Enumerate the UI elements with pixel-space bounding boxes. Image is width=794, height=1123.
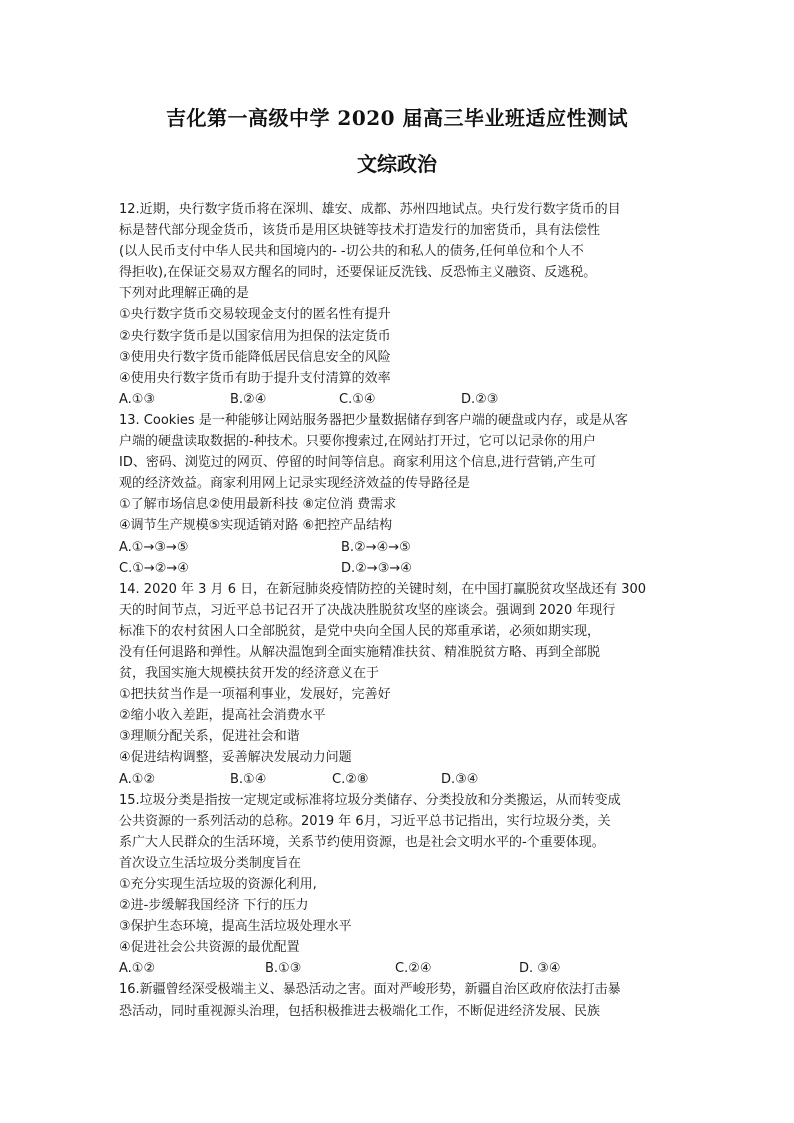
- statement-item: ①央行数字货币交易较现金支付的匿名性有提升: [119, 307, 391, 323]
- question-prompt: 下列对此理解正确的是: [119, 286, 250, 302]
- option-d: D.③④: [441, 771, 479, 787]
- statement-item: ②央行数字货币是以国家信用为担保的法定货币: [119, 328, 391, 344]
- option-a: A.①②: [119, 961, 156, 977]
- statement-item: ③理顺分配关系，促进社会和谐: [119, 729, 300, 745]
- question-15: [119, 790, 679, 980]
- option-b: B.①③: [265, 961, 302, 977]
- question-16: [119, 979, 679, 1021]
- question-text-line: 标是替代部分现金货币，该货币是用区块链等技术打造发行的加密货币，具有法偿性: [119, 223, 601, 239]
- page-subtitle: 文综政治: [357, 152, 437, 176]
- option-c: C.②⑧: [332, 771, 369, 787]
- statement-item: ①充分实现生活垃圾的资源化利用,: [119, 877, 317, 892]
- option-d: D.②→③→④: [341, 560, 412, 576]
- option-a: A.①②: [119, 771, 156, 787]
- option-d: D.②③: [461, 391, 499, 407]
- question-text-line: 16.新疆曾经深受极端主义、暴恐活动之害。面对严峻形势，新疆自治区政府依法打击暴: [119, 982, 621, 998]
- question-text-line: 14. 2020 年 3 月 6 日，在新冠肺炎疫情防控的关键时刻，在中国打赢脱贫攻坚战还有 300: [119, 581, 647, 597]
- option-d: D. ③④: [519, 961, 561, 977]
- question-14: [119, 579, 679, 790]
- question-text-line: 户端的硬盘读取数据的-种技术。只要你搜索过,在网站打开过，它可以记录你的用户: [119, 434, 596, 450]
- statement-item: ②缩小收入差距，提高社会消费水平: [119, 708, 326, 724]
- question-13: [119, 410, 679, 579]
- question-text-line: 15.垃圾分类是指按一定规定或标准将垃圾分类储存、分类投放和分类搬运，从而转变成: [119, 792, 621, 808]
- question-text-line: 恐活动，同时重视源头治理，包括积极推进去极端化工作，不断促进经济发展、民族: [119, 1003, 601, 1019]
- question-text-line: 得拒收),在保证交易双方醒名的同时，还要保证反洗钱、反恐怖主义融资、反逃税。: [119, 265, 597, 281]
- answer-options: [119, 389, 679, 410]
- option-b: B.②④: [230, 391, 267, 407]
- question-text-line: 没有任何退路和弹性。从解决温饱到全面实施精准扶贫、精准脱贫方略、再到全部脱: [119, 644, 601, 660]
- statement-item: ④使用央行数字货币有助于提升支付清算的效率: [119, 370, 391, 386]
- document-body: [119, 199, 679, 1022]
- statement-item: ④促进社会公共资源的最优配置: [119, 940, 300, 956]
- option-b: B.①④: [230, 771, 267, 787]
- question-text-line: 公共资源的一系列活动的总称。2019 年 6月，习近平总书记指出，实行垃圾分类，关: [119, 813, 611, 829]
- question-text-line: ID、密码、浏览过的网页、停留的时间等信息。商家利用这个信息,进行营销,产生可: [119, 455, 597, 471]
- question-prompt: 观的经济效益。商家利用网上记录实现经济效益的传导路径是: [119, 476, 471, 492]
- answer-options: [119, 558, 679, 579]
- question-text-line: 系广大人民群众的生活环境，关系节约使用资源，也是社会文明水平的-个重要体现。: [119, 834, 605, 850]
- option-a: A.①→③→⑤: [119, 539, 189, 555]
- statement-item: ①把扶贫当作是一项福利事业，发展好，完善好: [119, 687, 391, 703]
- statement-item: ①了解市场信息②使用最新科技 ⑧定位消 费需求: [119, 497, 397, 513]
- statement-item: ④调节生产规模⑤实现适销对路 ⑥把控产品结构: [119, 518, 393, 534]
- option-c: C.①→②→④: [119, 560, 189, 576]
- page-title: 吉化第一高级中学 2020 届高三毕业班适应性测试: [165, 106, 629, 130]
- question-prompt: 贫，我国实施大规模扶贫开发的经济意义在于: [119, 666, 380, 682]
- option-c: C.①④: [339, 391, 376, 407]
- option-c: C.②④: [395, 961, 432, 977]
- answer-options: [119, 769, 679, 790]
- statement-item: ③保护生态环境，提高生活垃圾处理水平: [119, 919, 352, 935]
- statement-item: ②进-步缓解我国经济 下行的压力: [119, 898, 309, 914]
- question-12: [119, 199, 679, 410]
- statement-item: ④促进结构调整，妥善解决发展动力问题: [119, 750, 352, 766]
- option-a: A.①③: [119, 391, 156, 407]
- answer-options: [119, 537, 679, 558]
- question-text-line: 12.近期，央行数字货币将在深圳、雄安、成都、苏州四地试点。央行发行数字货币的目: [119, 202, 621, 217]
- question-text-line: 天的时间节点，习近平总书记召开了决战决胜脱贫攻坚的座谈会。强调到 2020 年现行: [119, 602, 616, 618]
- answer-options: [119, 958, 679, 979]
- statement-item: ③使用央行数字货币能降低居民信息安全的风险: [119, 349, 391, 365]
- question-text-line: 标准下的农村贫困人口全部脱贫，是党中央向全国人民的郑重承诺，必须如期实现，: [119, 623, 601, 639]
- question-prompt: 首次设立生活垃圾分类制度旨在: [119, 855, 302, 871]
- question-text-line: 13. Cookies 是一种能够让网站服务器把少量数据储存到客户端的硬盘或内存，或是从客: [119, 412, 628, 428]
- option-b: B.②→④→⑤: [341, 539, 411, 555]
- question-text-line: (以人民币支付中华人民共和国境内的- -切公共的和私人的债务,任何单位和个人不: [119, 244, 584, 260]
